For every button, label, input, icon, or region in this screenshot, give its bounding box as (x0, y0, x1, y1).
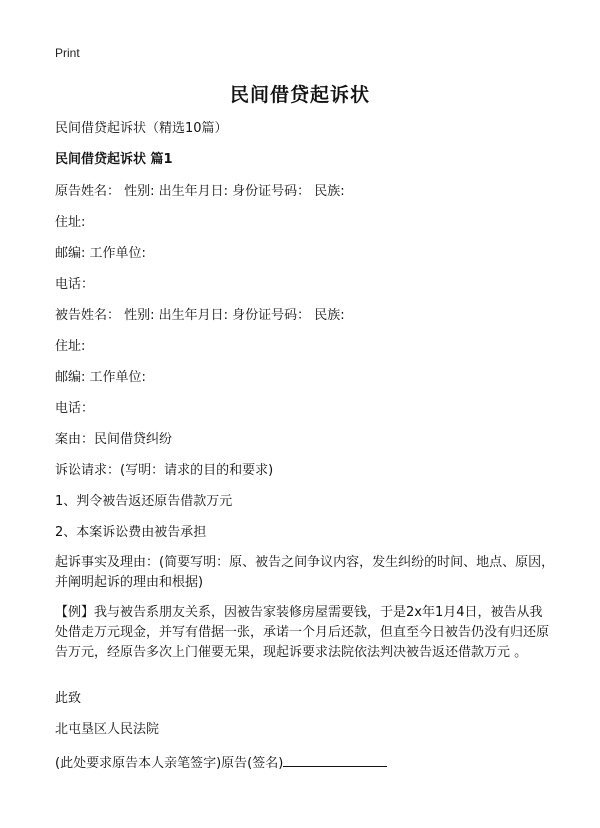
signature-note: (此处要求原告本人亲笔签字)原告(签名) (55, 756, 284, 771)
document-subtitle: 民间借贷起诉状（精选10篇） (55, 121, 228, 136)
plaintiff-name-line: 原告姓名： 性别: 出生年月日: 身份证号码： 民族: (55, 184, 345, 199)
defendant-postcode-work: 邮编: 工作单位: (55, 370, 146, 385)
case-reason: 案由：民间借贷纠纷 (55, 432, 173, 447)
claim-item-1: 1、判令被告返还原告借款万元 (55, 494, 233, 509)
defendant-name-line: 被告姓名： 性别: 出生年月日: 身份证号码： 民族: (55, 308, 345, 323)
plaintiff-postcode-work: 邮编: 工作单位: (55, 246, 146, 261)
court-name: 北屯垦区人民法院 (55, 722, 160, 737)
defendant-address: 住址: (55, 339, 86, 354)
signature-row (55, 754, 387, 772)
defendant-phone: 电话： (55, 401, 95, 416)
claims-heading: 诉讼请求：(写明：请求的目的和要求) (55, 463, 274, 478)
document-title: 民间借贷起诉状 (229, 84, 370, 106)
plaintiff-phone: 电话： (55, 277, 95, 292)
print-label: Print (55, 46, 80, 60)
plaintiff-address: 住址: (55, 215, 86, 230)
section-heading: 民间借贷起诉状 篇1 (55, 152, 173, 167)
claim-item-2: 2、本案诉讼费由被告承担 (55, 525, 207, 540)
closing-salutation: 此致 (55, 691, 82, 706)
facts-heading: 起诉事实及理由：(简要写明：原、被告之间争议内容，发生纠纷的时间、地点、原因，并阐明起诉的理由和根据) (55, 555, 555, 590)
example-paragraph: 【例】我与被告系朋友关系，因被告家装修房屋需要钱，于是2x年1月4日，被告从我处借走万元现金，并写有借据一张，承诺一个月后还款，但直至今日被告仍没有归还原告万元，经原告多次上门催要无果，现起诉要求法院依法判决被告返还借款万元 。 (55, 605, 550, 660)
signature-blank-line[interactable] (283, 754, 387, 767)
